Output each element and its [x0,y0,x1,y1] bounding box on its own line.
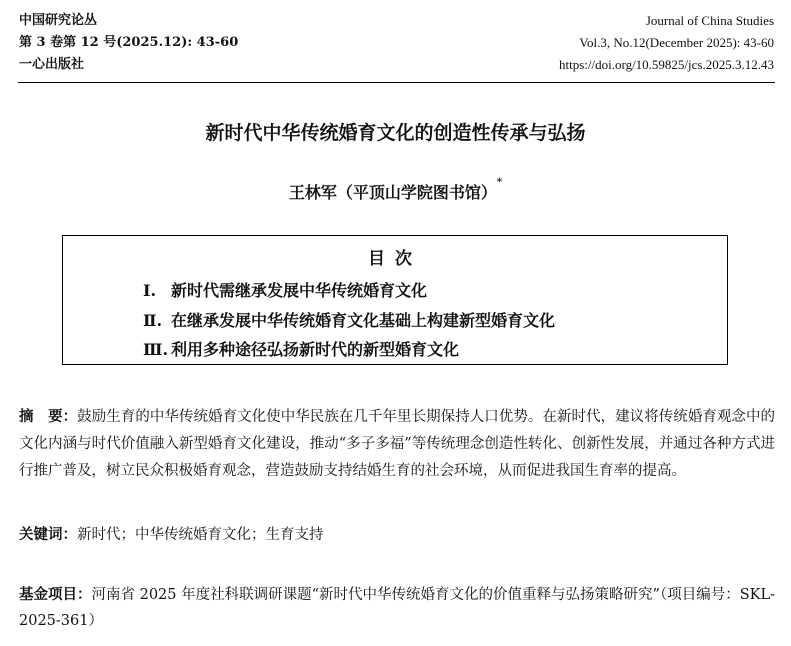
header-right [559,10,774,76]
abstract-text: 鼓励生育的中华传统婚育文化使中华民族在几千年里长期保持人口优势。在新时代，建议将传统婚育观念中的文化内涵与时代价值融入新型婚育文化建设，推动“多子多福”等传统理念创造性转化、创新性发展，并通过各种方式进行推广普及，树立民众积极婚育观念，营造鼓励支持结婚生育的社会环境，从而促进我国生育率的提高。 [19,409,776,479]
author-line [0,177,791,203]
paper-title: 新时代中华传统婚育文化的创造性传承与弘扬 [205,122,586,144]
toc-item-number: Ⅱ. [143,311,163,330]
abstract-label: 摘 要： [19,408,78,425]
author-footnote-mark: * [496,177,503,188]
toc-item [143,278,427,301]
fund-label: 基金项目： [19,586,92,603]
toc-item [143,337,459,360]
journal-name-en: Journal of China Studies [645,13,774,28]
keywords-label: 关键词： [19,526,77,543]
publisher-cn: 一心出版社 [19,57,85,72]
toc-heading: 目次 [368,249,422,269]
header-divider [18,82,775,83]
table-of-contents [62,235,728,365]
toc-item-number: Ⅰ. [143,281,157,300]
toc-item [143,308,555,331]
author-name: 王林军（平顶山学院图书馆） [288,183,497,202]
toc-item-number: Ⅲ. [143,340,169,359]
toc-item-text: 新时代需继承发展中华传统婚育文化 [171,281,428,300]
fund-info [19,582,775,634]
toc-item-text: 在继承发展中华传统婚育文化基础上构建新型婚育文化 [171,311,556,330]
volume-info-cn: 第 3 卷第 12 号(2025.12): 43-60 [19,35,239,50]
volume-info-en: Vol.3, No.12(December 2025): 43-60 [579,35,774,50]
abstract [19,403,775,485]
header-left [19,10,238,76]
keywords-text: 新时代；中华传统婚育文化；生育支持 [77,527,324,543]
doi-link[interactable]: https://doi.org/10.59825/jcs.2025.3.12.43 [559,57,774,72]
toc-item-text: 利用多种途径弘扬新时代的新型婚育文化 [171,340,460,359]
journal-name-cn: 中国研究论丛 [19,13,98,28]
fund-text: 河南省 2025 年度社科联调研课题“新时代中华传统婚育文化的价值重释与弘扬策略研究”（项目编号：SKL-2025-361） [19,587,775,629]
keywords [19,522,324,548]
